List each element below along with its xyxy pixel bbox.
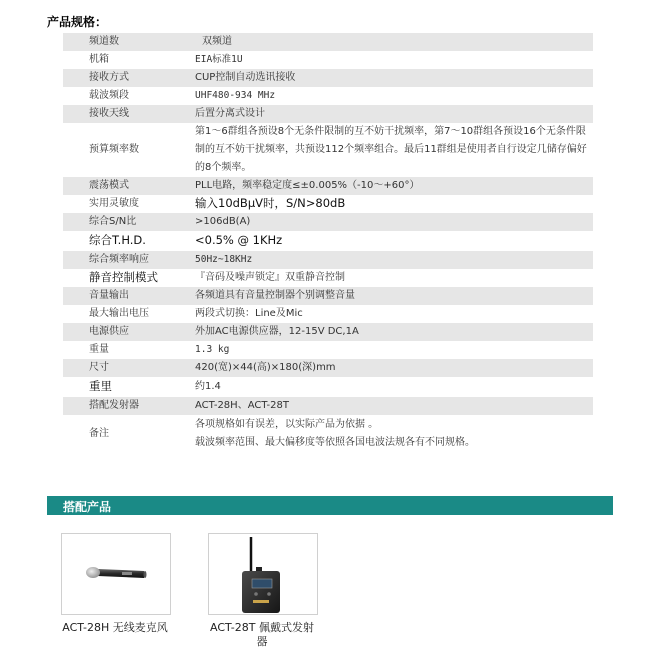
product-caption[interactable]: ACT-28T 佩戴式发射器	[210, 621, 314, 648]
spec-row	[63, 377, 593, 397]
spec-label: 预算频率数	[89, 144, 139, 155]
bodypack-transmitter-icon	[209, 534, 317, 614]
spec-row	[63, 51, 593, 69]
spec-label: 综合频率响应	[63, 251, 184, 269]
spec-row	[63, 251, 593, 269]
spec-value: 第1～6群组各预设8个无条件限制的互不妨干扰频率，第7～10群组各预设16个无条件限制的互不妨干扰频率，共预设112个频率组合。最后11群组是使用者自行设定几储存偏好的8个频率。	[195, 126, 587, 173]
spec-row	[63, 33, 593, 51]
spec-label: 音量输出	[63, 287, 184, 305]
spec-row	[63, 269, 593, 287]
spec-label: 静音控制模式	[89, 270, 158, 284]
spec-label: 机箱	[89, 54, 109, 65]
spec-label: 综合T.H.D.	[89, 233, 146, 247]
spec-label: 震荡模式	[63, 177, 184, 195]
spec-label: 接收方式	[63, 69, 184, 87]
spec-value: 两段式切换：Line及Mic	[195, 308, 303, 319]
spec-value: 各频道具有音量控制器个别调整音量	[184, 287, 593, 305]
product-image[interactable]	[61, 533, 171, 615]
spec-row	[63, 177, 593, 195]
product-card[interactable]	[61, 533, 169, 635]
spec-value: 1.3 kg	[195, 344, 230, 355]
product-caption[interactable]: ACT-28H 无线麦克风	[62, 621, 168, 634]
spec-row	[63, 105, 593, 123]
spec-value: ACT-28H、ACT-28T	[184, 397, 593, 415]
spec-row	[63, 195, 593, 213]
handheld-microphone-icon	[62, 534, 170, 614]
spec-row	[63, 359, 593, 377]
spec-row	[63, 323, 593, 341]
spec-value: 双频道	[184, 33, 593, 51]
spec-value: 『音码及噪声锁定』双重静音控制	[195, 272, 345, 283]
spec-value: CUP控制自动选讯接收	[184, 69, 593, 87]
spec-row	[63, 287, 593, 305]
spec-value: 后置分离式设计	[184, 105, 593, 123]
spec-value: 各项规格如有误差，以实际产品为依据 。 载波频率范围、最大偏移度等依照各国电波法规各有不同规格。	[195, 419, 475, 448]
spec-value: PLL电路，频率稳定度≤±0.005%（-10～+60°）	[184, 177, 593, 195]
spec-label: 最大输出电压	[89, 308, 149, 319]
spec-row	[63, 231, 593, 251]
spec-label: 重量	[89, 344, 109, 355]
spec-row	[63, 341, 593, 359]
spec-label: 备注	[89, 428, 109, 439]
spec-label: 重里	[89, 379, 112, 393]
spec-row	[63, 69, 593, 87]
spec-label: 尺寸	[63, 359, 184, 377]
specs-table	[63, 33, 593, 453]
spec-row	[63, 213, 593, 231]
specs-title: 产品规格：	[47, 15, 108, 29]
spec-row	[63, 123, 593, 177]
spec-label: 电源供应	[63, 323, 184, 341]
spec-row	[63, 87, 593, 105]
spec-row	[63, 415, 593, 453]
related-products-header	[47, 496, 613, 515]
spec-value: 输入10dBμV时，S/N>80dB	[195, 196, 346, 210]
spec-value: 50Hz~18KHz	[184, 251, 593, 269]
product-image[interactable]	[208, 533, 318, 615]
spec-value: 420(宽)×44(高)×180(深)mm	[184, 359, 593, 377]
spec-label: 实用灵敏度	[89, 198, 139, 209]
spec-row	[63, 397, 593, 415]
spec-label: 搭配发射器	[63, 397, 184, 415]
spec-label: 载波频段	[89, 90, 129, 101]
spec-label: 接收天线	[63, 105, 184, 123]
spec-value: UHF480-934 MHz	[195, 90, 276, 101]
spec-label: 频道数	[63, 33, 184, 51]
spec-value: 约1.4	[195, 381, 221, 392]
spec-label: 综合S/N比	[63, 213, 184, 231]
spec-value: >106dB(A)	[184, 213, 593, 231]
related-products-title: 搭配产品	[63, 500, 112, 514]
product-card[interactable]	[208, 533, 316, 649]
spec-row	[63, 305, 593, 323]
spec-value: 外加AC电源供应器，12-15V DC,1A	[184, 323, 593, 341]
spec-value: EIA标准1U	[195, 54, 243, 65]
spec-value: <0.5% @ 1KHz	[195, 233, 283, 247]
